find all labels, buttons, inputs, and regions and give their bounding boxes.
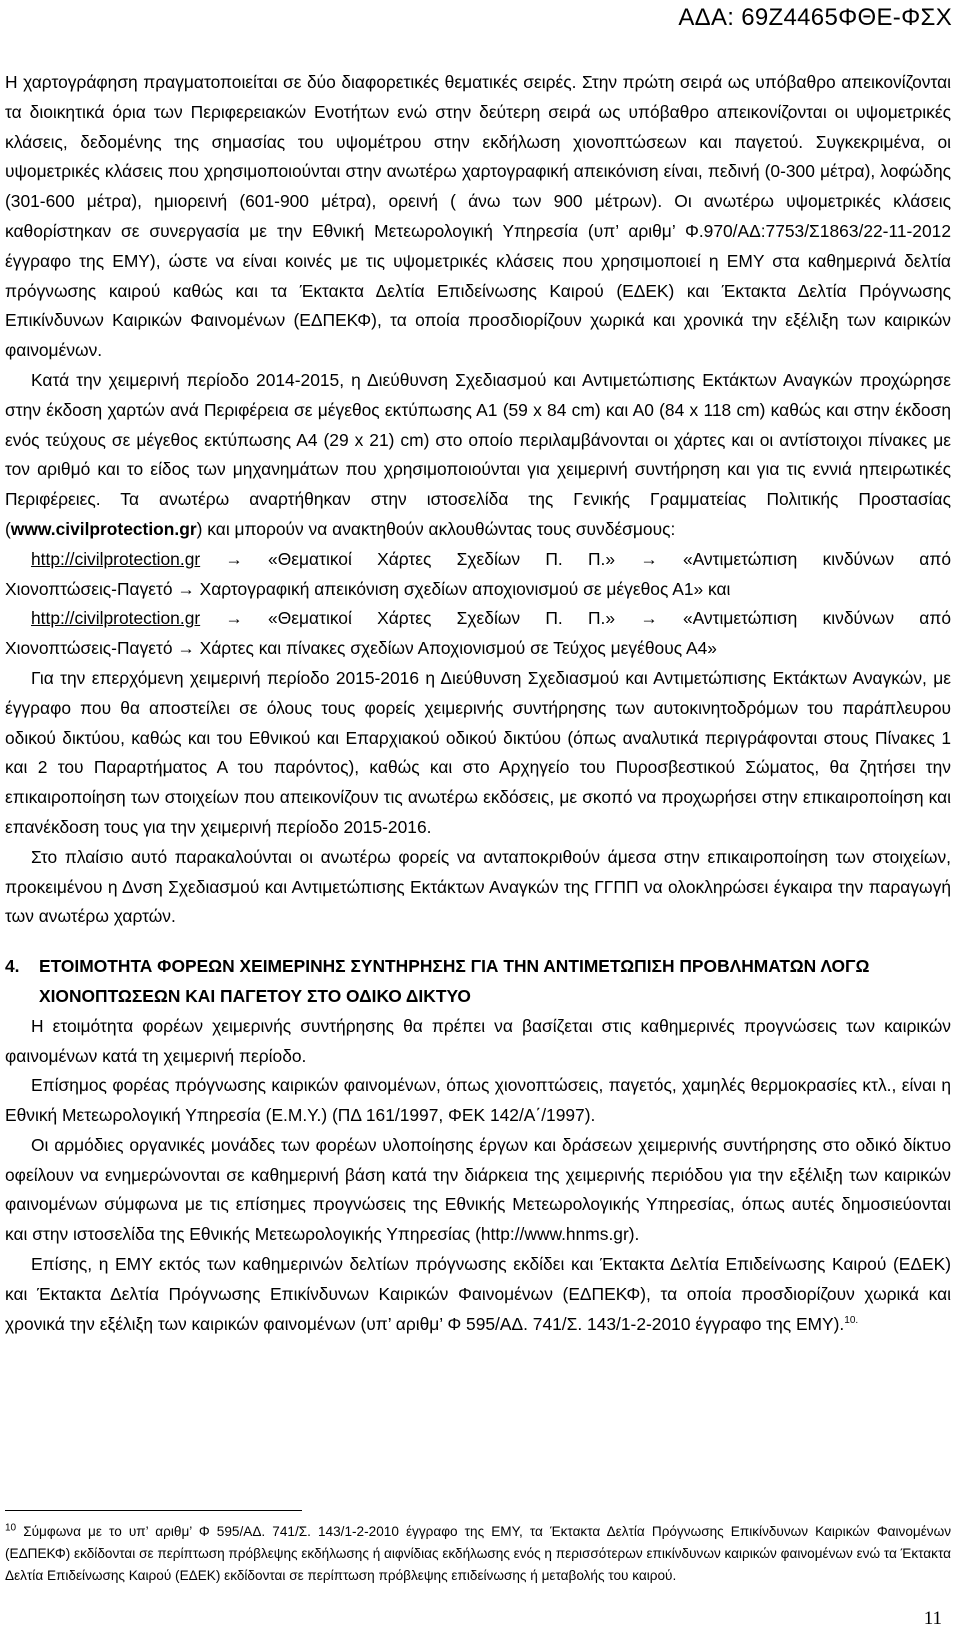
- section-4-heading: [5, 952, 951, 1012]
- section-4-paragraph-1: Η ετοιμότητα φορέων χειμερινής συντήρησης θα πρέπει να βασίζεται στις καθημερινές προγνώσεις των καιρικών φαινομένων κατά τη χειμερινή περίοδο.: [5, 1015, 951, 1066]
- link-path-1-rest: → «Θεματικοί Χάρτες Σχεδίων Π. Π.» → «Αντιμετώπιση κινδύνων από: [200, 548, 951, 569]
- footnote-text: Σύμφωνα με το υπ’ αριθμ’ Φ 595/ΑΔ. 741/Σ. 143/1-2-2010 έγγραφο της ΕΜΥ, τα Έκτακτα Δελτία Πρόγνωσης Επικίνδυνων Καιρικών Φαινομένων (ΕΔΠΕΚΦ) εκδίδονται σε περίπτωση πρόβλεψης εκδήλωσης ή αιφνίδιας εκδήλωσης ενός η περισσότερων επικίνδυνων καιρικών φαινομένων ενώ τα Έκτακτα Δελτία Επιδείνωσης Καιρού (ΕΔΕΚ) εκδίδονται σε περίπτωση πρόβλεψης επιδείνωσης ή μεταβολής του καιρού.: [5, 1524, 951, 1584]
- footnote-reference[interactable]: 10.: [844, 1314, 859, 1326]
- civilprotection-link-2[interactable]: http://civilprotection.gr: [31, 608, 201, 629]
- civilprotection-link-1[interactable]: http://civilprotection.gr: [31, 548, 201, 569]
- ada-header: ΑΔΑ: 69Ζ4465ΦΘΕ-ΦΣΧ: [678, 4, 952, 31]
- page-number: 11: [923, 1608, 942, 1629]
- footnote-marker: 10: [5, 1522, 17, 1534]
- link-path-2-rest: → «Θεματικοί Χάρτες Σχεδίων Π. Π.» → «Αντιμετώπιση κινδύνων από: [200, 608, 951, 629]
- footnote-10: [5, 1521, 951, 1588]
- section-4-title: ΕΤΟΙΜΟΤΗΤΑ ΦΟΡΕΩΝ ΧΕΙΜΕΡΙΝΗΣ ΣΥΝΤΗΡΗΣΗΣ ΓΙΑ ΤΗΝ ΑΝΤΙΜΕΤΩΠΙΣΗ ΠΡΟΒΛΗΜΑΤΩΝ ΛΟΓΩ ΧΙΟΝΟΠΤΩΣΕΩΝ ΚΑΙ ΠΑΓΕΤΟΥ ΣΤΟ ΟΔΙΚΟ ΔΙΚΤΥΟ: [39, 956, 870, 1006]
- paragraph-winter-text-end: ) και μπορούν να ανακτηθούν ακλουθώντας τους συνδέσμους:: [196, 518, 676, 539]
- link-path-2-tail: Χιονοπτώσεις-Παγετό → Χάρτες και πίνακες σχεδίων Αποχιονισμού σε Τεύχος μεγέθους Α4»: [5, 638, 717, 659]
- link-path-1: [5, 545, 951, 575]
- paragraph-mapping-series: Η χαρτογράφηση πραγματοποιείται σε δύο διαφορετικές θεματικές σειρές. Στην πρώτη σειρά ως υπόβαθρο απεικονίζονται τα διοικητικά όρια των Περιφερειακών Ενοτήτων ενώ στην δεύτερη σειρά ως υπόβαθρο απεικονίζονται οι υψομετρικές κλάσεις, δεδομένης της σημασίας του υψομέτρου στην εκδήλωση χιονοπτώσεων και παγετού. Συγκεκριμένα, οι υψομετρικές κλάσεις που χρησιμοποιούνται στην ανωτέρω χαρτογραφική απεικόνιση είναι, πεδινή (0-300 μέτρα), λοφώδης (301-600 μέτρα), ημιορεινή (601-900 μέτρα), ορεινή ( άνω των 900 μέτρων). Οι ανωτέρω υψομετρικές κλάσεις καθορίστηκαν σε συνεργασία με την Εθνική Μετεωρολογική Υπηρεσία (υπ’ αριθμ’ Φ.970/ΑΔ:7753/Σ1863/22-11-2012 έγγραφο της ΕΜΥ), ώστε να είναι κοινές με τις υψομετρικές κλάσεις που χρησιμοποιεί η ΕΜΥ στα καθημερινά δελτία πρόγνωσης καιρού καθώς και τα Έκτακτα Δελτία Επιδείνωσης Καιρού (ΕΔΕΚ) και Έκτακτα Δελτία Πρόγνωσης Επικίνδυνων Καιρικών Φαινομένων (ΕΔΠΕΚΦ), τα οποία προσδιορίζουν χωρικά και χρονικά την εξέλιξη των καιρικών φαινομένων.: [5, 72, 951, 361]
- section-4-paragraph-4: [5, 1250, 951, 1339]
- footnote-separator: [5, 1510, 302, 1511]
- paragraph-winter-text: Κατά την χειμερινή περίοδο 2014-2015, η Διεύθυνση Σχεδιασμού και Αντιμετώπισης Εκτάκτων Αναγκών προχώρησε στην έκδοση χαρτών ανά Περιφέρεια σε μέγεθος εκτύπωσης Α1 (59 x 84 cm) και Α0 (84 x 118 cm) καθώς και στην έκδοση ενός τεύχους σε μέγεθος εκτύπωσης Α4 (29 x 21) cm) στο οποίο περιλαμβάνονται οι χάρτες και οι αντίστοιχοι πίνακες με τον αριθμό και το είδος των μηχανημάτων που χρησιμοποιούνται για χειμερινή συντήρηση και για τις εννιά ηπειρωτικές Περιφέρειες. Τα ανωτέρω αναρτήθηκαν στην ιστοσελίδα της Γενικής Γραμματείας Πολιτικής Προστασίας (: [5, 369, 951, 539]
- paragraph-winter-2014-2015: [5, 366, 951, 545]
- section-4-paragraph-3: Οι αρμόδιες οργανικές μονάδες των φορέων υλοποίησης έργων και δράσεων χειμερινής συντήρησης στο οδικό δίκτυο οφείλουν να ενημερώνονται σε καθημερινή βάση κατά την διάρκεια της χειμερινής περιόδου για την εξέλιξη των καιρικών φαινομένων σύμφωνα με τις επίσημες προγνώσεις της Εθνικής Μετεωρολογικής Υπηρεσίας, όπως αυτές δημοσιεύονται και στην ιστοσελίδα της Εθνικής Μετεωρολογικής Υπηρεσίας (http://www.hnms.gr).: [5, 1134, 951, 1245]
- paragraph-winter-2015-2016: Για την επερχόμενη χειμερινή περίοδο 2015-2016 η Διεύθυνση Σχεδιασμού και Αντιμετώπισης Εκτάκτων Αναγκών, με έγγραφο που θα αποστείλει σε όλους τους φορείς χειμερινής συντήρησης των αυτοκινητοδρόμων του παράπλευρου οδικού δικτύου, καθώς και του Εθνικού και Επαρχιακού οδικού δικτύου (όπως αναλυτικά περιγράφονται στους Πίνακες 1 και 2 του Παραρτήματος Α του παρόντος), καθώς και στο Αρχηγείο του Πυροσβεστικού Σώματος, θα ζητήσει την επικαιροποίηση των στοιχείων που απεικονίζουν τις ανωτέρω εκδόσεις, με σκοπό να προχωρήσει στην επικαιροποίηση και επανέκδοση τους για την χειμερινή περίοδο 2015-2016.: [5, 667, 951, 837]
- paragraph-update-request: Στο πλαίσιο αυτό παρακαλούνται οι ανωτέρω φορείς να ανταποκριθούν άμεσα στην επικαιροποίηση των στοιχείων, προκειμένου η Δνση Σχεδιασμού και Αντιμετώπισης Εκτάκτων Αναγκών της ΓΓΠΠ να ολοκληρώσει έγκαιρα την παραγωγή των ανωτέρω χαρτών.: [5, 846, 951, 927]
- website-link[interactable]: www.civilprotection.gr: [10, 518, 197, 539]
- section-4-number: 4.: [5, 956, 20, 977]
- link-path-2: [5, 604, 951, 634]
- link-path-1-tail: Χιονοπτώσεις-Παγετό → Χαρτογραφική απεικόνιση σχεδίων αποχιονισμού σε μέγεθος Α1» και: [5, 578, 731, 599]
- document-body: [5, 68, 951, 1339]
- section-4-paragraph-2: Επίσημος φορέας πρόγνωσης καιρικών φαινομένων, όπως χιονοπτώσεις, παγετός, χαμηλές θερμοκρασίες κτλ., είναι η Εθνική Μετεωρολογική Υπηρεσία (Ε.Μ.Υ.) (ΠΔ 161/1997, ΦΕΚ 142/Α΄/1997).: [5, 1075, 951, 1126]
- section-4-paragraph-4-text: Επίσης, η ΕΜΥ εκτός των καθημερινών δελτίων πρόγνωσης εκδίδει και Έκτακτα Δελτία Επιδείνωσης Καιρού (ΕΔΕΚ) και Έκτακτα Δελτία Πρόγνωσης Επικίνδυνων Καιρικών Φαινομένων (ΕΔΠΕΚΦ), τα οποία προσδιορίζουν χωρικά και χρονικά την εξέλιξη των καιρικών φαινομένων (υπ’ αριθμ’ Φ 595/ΑΔ. 741/Σ. 143/1-2-2010 έγγραφο της ΕΜΥ).: [5, 1254, 951, 1334]
